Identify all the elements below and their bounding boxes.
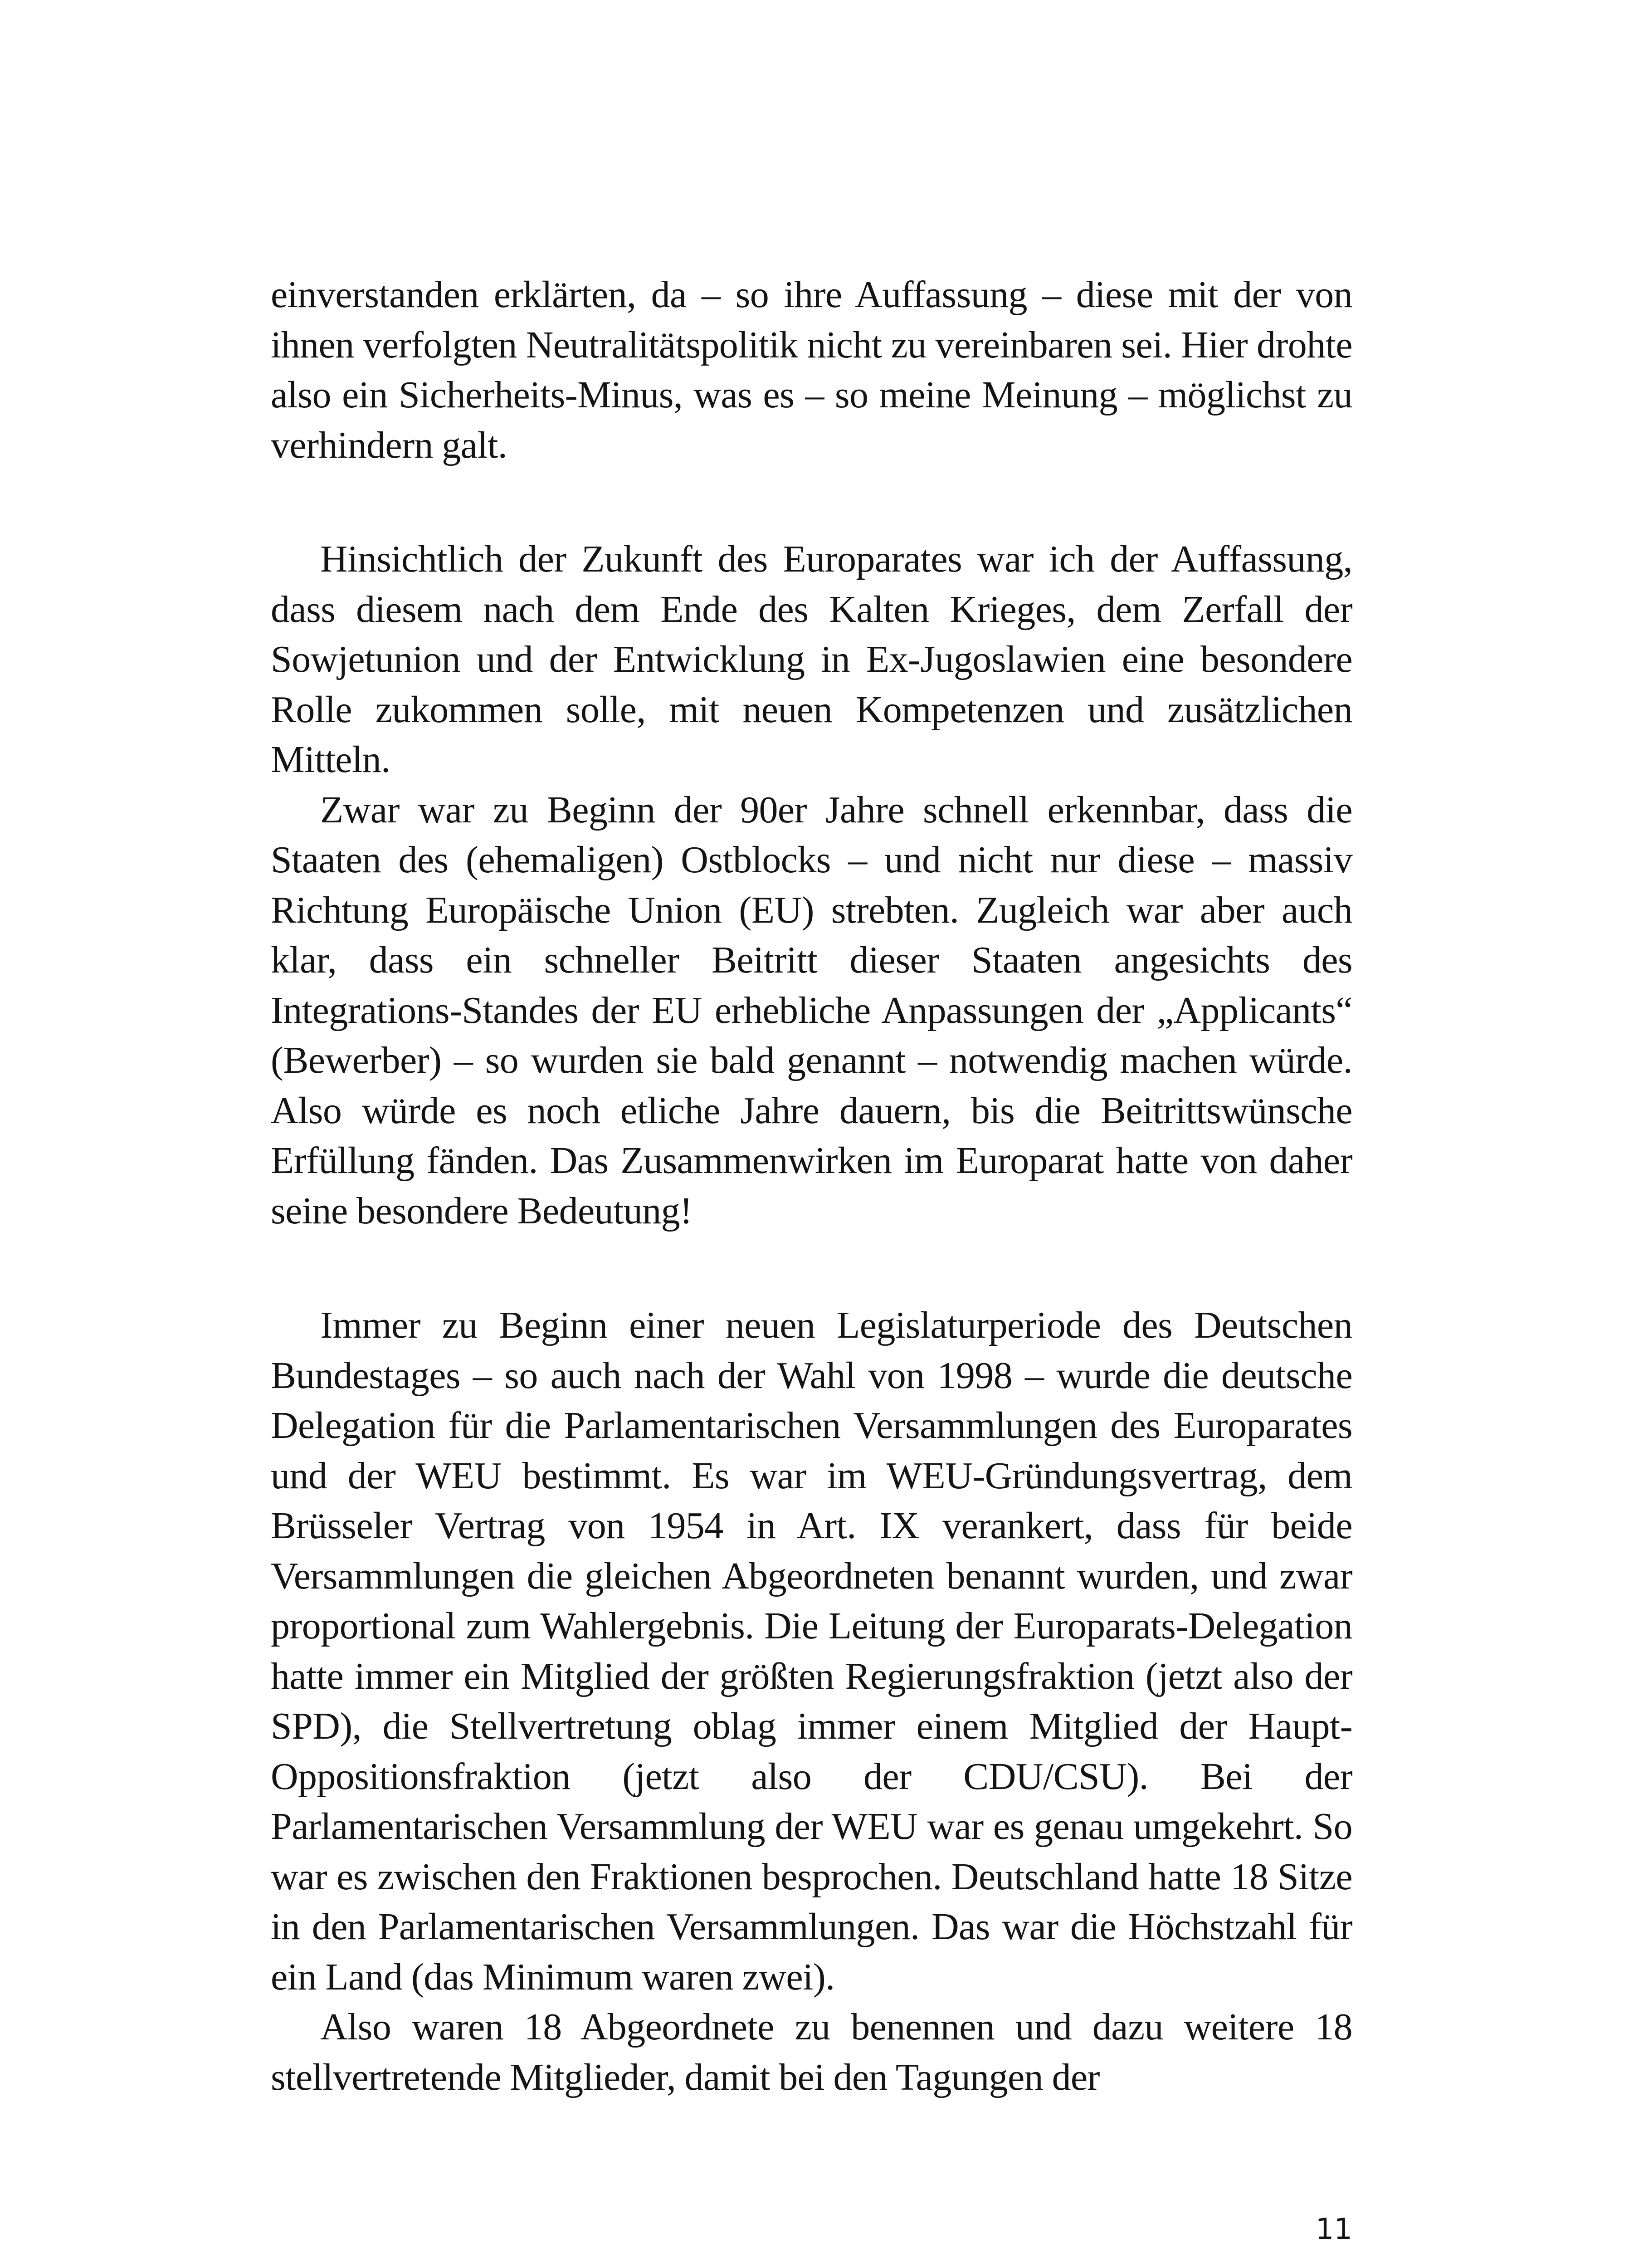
paragraph-block-1 xyxy=(271,270,1352,470)
paragraph-block-2 xyxy=(271,534,1352,1236)
paragraph: Zwar war zu Beginn der 90er Jahre schnell erkennbar, dass die Staaten des (ehemaligen) Ostblocks – und nicht nur diese – massiv Richtung Europäische Union (EU) strebten. Zugleich war aber auch klar, dass ein schneller Beitritt dieser Staaten angesichts des Integrations-Standes der EU erhebliche Anpassungen der „Applicants“ (Bewerber) – so wurden sie bald genannt – notwendig machen würde. Also würde es noch etliche Jahre dauern, bis die Beitrittswünsche Erfüllung fänden. Das Zusammenwirken im Europarat hatte von daher seine besondere Bedeutung! xyxy=(271,788,1352,1232)
paragraph: einverstanden erklärten, da – so ihre Auffassung – diese mit der von ihnen verfolgten Neutralitätspolitik nicht zu vereinbaren sei. Hier drohte also ein Sicherheits-Minus, was es – so meine Meinung – möglichst zu verhindern galt. xyxy=(271,274,1352,466)
paragraph: Immer zu Beginn einer neuen Legislaturperiode des Deutschen Bundestages – so auch nach der Wahl von 1998 – wurde die deutsche Delegation für die Parlamentarischen Versammlungen des Europarates und der WEU bestimmt. Es war im WEU-Gründungsvertrag, dem Brüsseler Vertrag von 1954 in Art. IX verankert, dass für beide Versammlungen die gleichen Abgeordneten benannt wurden, und zwar proportional zum Wahlergebnis. Die Leitung der Europarats-Delegation hatte immer ein Mitglied der größten Regierungsfraktion (jetzt also der SPD), die Stellvertretung oblag immer einem Mitglied der Haupt-Oppositionsfraktion (jetzt also der CDU/CSU). Bei der Parlamentarischen Versammlung der WEU war es genau umgekehrt. So war es zwischen den Fraktionen besprochen. Deutschland hatte 18 Sitze in den Parlamentarischen Versammlungen. Das war die Höchstzahl für ein Land (das Minimum waren zwei). xyxy=(271,1304,1352,1998)
paragraph-block-3 xyxy=(271,1300,1352,2102)
paragraph: Hinsichtlich der Zukunft des Europarates war ich der Auffassung, dass diesem nach dem Ende des Kalten Krieges, dem Zerfall der Sowjetunion und der Entwicklung in Ex-Jugoslawien eine besondere Rolle zukommen solle, mit neuen Kompetenzen und zusätzlichen Mitteln. xyxy=(271,538,1352,781)
paragraph: Also waren 18 Abgeordnete zu benennen und dazu weitere 18 stellvertretende Mitglieder, damit bei den Tagungen der xyxy=(271,2006,1352,2098)
page-number: 11 xyxy=(1315,2213,1352,2246)
